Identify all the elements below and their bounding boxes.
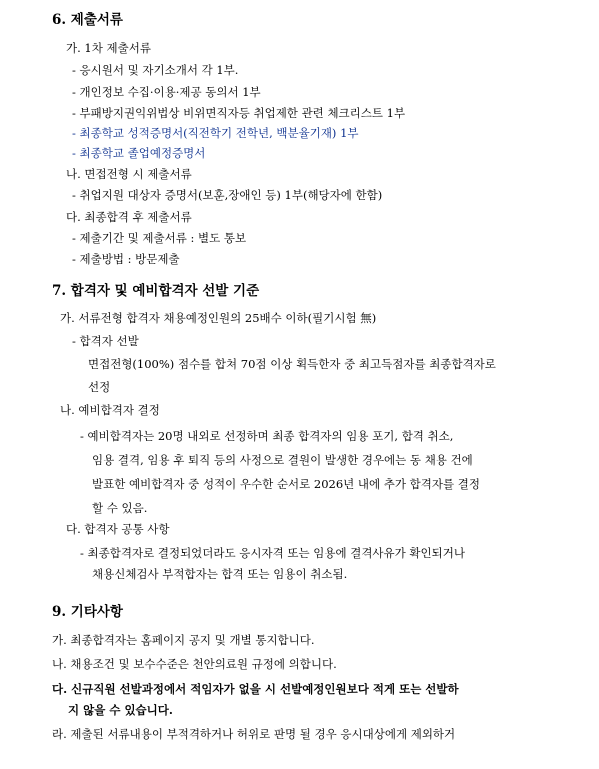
section-7-b-label: 나. 예비합격자 결정: [60, 403, 160, 417]
paragraph-line: 채용신체검사 부적합자는 합격 또는 임용이 취소됨.: [92, 567, 348, 581]
list-item: - 응시원서 및 자기소개서 각 1부.: [72, 63, 239, 77]
section-6-c-label: 다. 최종합격 후 제출서류: [66, 210, 192, 224]
section-9-title: 9. 기타사항: [52, 604, 123, 620]
paragraph-line: 임용 결격, 임용 후 퇴직 등의 사정으로 결원이 발생한 경우에는 동 채용 건에: [92, 453, 473, 467]
list-item: - 제출방법 : 방문제출: [72, 252, 180, 266]
list-item: - 취업지원 대상자 증명서(보훈,장애인 등) 1부(해당자에 한함): [72, 188, 383, 202]
section-6-b-label: 나. 면접전형 시 제출서류: [66, 167, 192, 181]
section-7-a-label: 가. 서류전형 합격자 채용예정인원의 25배수 이하(필기시험 無): [60, 311, 377, 325]
list-item: 가. 최종합격자는 홈페이지 공지 및 개별 통지합니다.: [52, 633, 315, 647]
paragraph-line: - 최종합격자로 결정되었더라도 응시자격 또는 임용에 결격사유가 확인되거나: [80, 546, 465, 560]
list-item-highlight: - 최종학교 성적증명서(직전학기 전학년, 백분율기재) 1부: [72, 126, 359, 140]
list-item: - 개인정보 수집·이용·제공 동의서 1부: [72, 85, 261, 99]
paragraph-line: 선정: [88, 380, 111, 394]
section-6-a-label: 가. 1차 제출서류: [66, 41, 151, 55]
bold-notice-line: 지 않을 수 있습니다.: [68, 703, 173, 717]
list-item: 라. 제출된 서류내용이 부적격하거나 허위로 판명 될 경우 응시대상에게 제외하거: [52, 727, 456, 741]
paragraph-line: - 예비합격자는 20명 내외로 선정하며 최종 합격자의 임용 포기, 합격 취소,: [80, 429, 454, 443]
list-item-highlight: - 최종학교 졸업예정증명서: [72, 146, 206, 160]
list-item: 나. 채용조건 및 보수수준은 천안의료원 규정에 의합니다.: [52, 657, 337, 671]
section-7-a-sub: - 합격자 선발: [72, 334, 139, 348]
section-7-title: 7. 합격자 및 예비합격자 선발 기준: [52, 283, 260, 299]
paragraph-line: 발표한 예비합격자 중 성적이 우수한 순서로 2026년 내에 추가 합격자를 결정: [92, 477, 480, 491]
section-6-title: 6. 제출서류: [52, 12, 123, 28]
bold-notice-line: 다. 신규직원 선발과정에서 적임자가 없을 시 선발예정인원보다 적게 또는 선발하: [52, 682, 459, 696]
paragraph-line: 면접전형(100%) 점수를 합쳐 70점 이상 획득한자 중 최고득점자를 최종합격자로: [88, 357, 496, 371]
paragraph-line: 할 수 있음.: [92, 501, 148, 515]
list-item: - 부패방지권익위법상 비위면직자등 취업제한 관련 체크리스트 1부: [72, 106, 406, 120]
section-7-c-label: 다. 합격자 공통 사항: [66, 522, 170, 536]
list-item: - 제출기간 및 제출서류 : 별도 통보: [72, 231, 247, 245]
